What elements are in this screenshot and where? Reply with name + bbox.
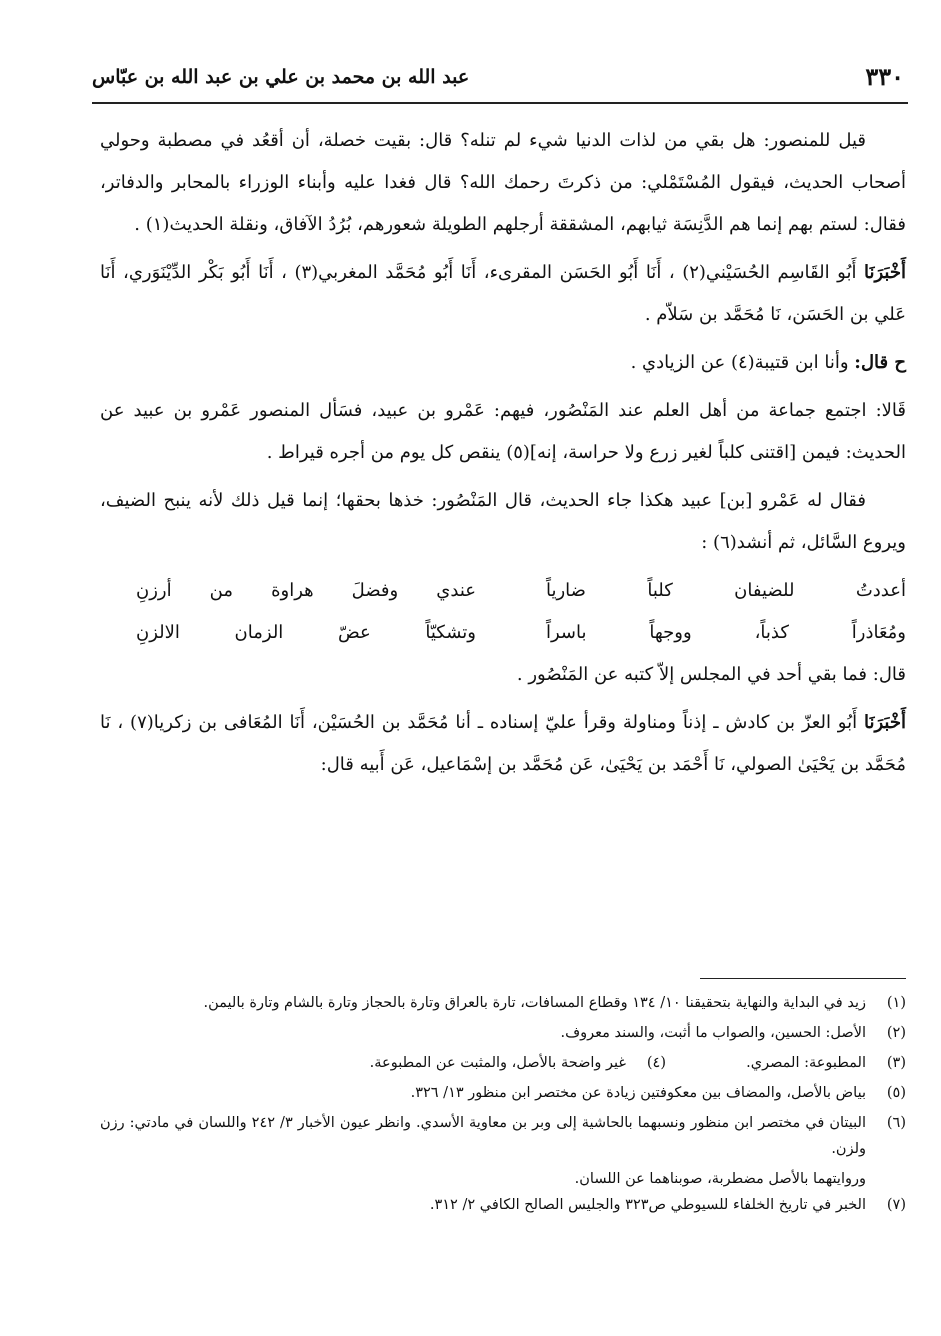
footnote	[100, 1020, 906, 1046]
footnote-text: غير واضحة بالأصل، والمثبت عن المطبوعة.	[369, 1055, 626, 1071]
paragraph: قال: فما بقي أحد في المجلس إلاّ كتبه عن المَنْصُور .	[516, 664, 906, 685]
footnote-text: البيتان في مختصر ابن منظور ونسبهما بالحاشية إلى وبر بن معاوية الأسدي. وانظر عيون الأخبار ٣/ ٢٤٢ واللسان في مادتي: رزن ولزن.	[100, 1115, 866, 1157]
page-header	[92, 52, 908, 104]
verse-second-hemistich: عندي وفضلَ هراوة من أرزنِ	[136, 580, 476, 601]
paragraph-lead: أَخْبَرَنَا	[864, 262, 906, 283]
footnote	[100, 1080, 906, 1106]
paragraph-lead: أَخْبَرَنَا	[864, 712, 906, 733]
footnote-number: (٦)	[886, 1115, 906, 1131]
footnote-text: الخبر في تاريخ الخلفاء للسيوطي ص٣٢٣ والجليس الصالح الكافي ٢/ ٣١٢.	[429, 1197, 866, 1213]
footnote-number: (٧)	[886, 1197, 906, 1213]
verse-line	[100, 612, 906, 654]
footnote-number: (١)	[886, 995, 906, 1011]
footnote-text: الأصل: الحسين، والصواب ما أثبت، والسند معروف.	[560, 1025, 866, 1041]
footnote	[100, 1050, 906, 1076]
footnote	[100, 1110, 906, 1162]
paragraph: قَالا: اجتمع جماعة من أهل العلم عند المَنْصُور، فيهم: عَمْرو بن عبيد، فسَأل المنصور عَمْرو بن عبيد عن الحديث: فيمن [اقتنى كلباً لغير زرع ولا حراسة، إنه](٥) ينقص كل يوم من أجره قيراط .	[100, 400, 906, 463]
paragraph: فقال له عَمْرو [بن] عبيد هكذا جاء الحديث، قال المَنْصُور: خذها بحقها؛ إنما قيل ذلك لأنه ينبح الضيف، ويروع السَّائل، ثم أنشد(٦) :	[100, 490, 906, 553]
footnote-continuation: وروايتهما بالأصل مضطربة، صوبناهما عن اللسان.	[574, 1171, 866, 1187]
footnotes	[100, 990, 906, 1222]
footnote-text: بياض بالأصل، والمضاف بين معكوفتين زيادة عن مختصر ابن منظور ١٣/ ٣٢٦.	[410, 1085, 866, 1101]
footnote-number: (٢)	[886, 1025, 906, 1041]
verse-first-hemistich: أعددتُ للضيفان كلباً ضارياً	[546, 580, 906, 601]
footnote-separator	[700, 978, 906, 979]
verse-first-hemistich: ومُعَاذراً كذباً، ووجهاً باسراً	[546, 622, 906, 643]
footnote-number: (٥)	[886, 1085, 906, 1101]
footnote-number: (٤)	[646, 1055, 666, 1071]
paragraph-body: أَبُو القَاسِم الحُسَيْني(٢) ، أَنَا أَبُو الحَسَن المقرىء، أَنَا أَبُو مُحَمَّد المغربي(٣) ، أَنَا أَبُو بَكْر الدِّيْنَوَري، أَنَا عَلي بن الحَسَن، نَا مُحَمَّد بن سَلاّم .	[100, 262, 906, 325]
footnote	[100, 1192, 906, 1218]
verse-line	[100, 570, 906, 612]
page-number: ٣٣٠	[865, 62, 904, 91]
paragraph-body: أَبُو العزّ بن كادش ـ إذناً ومناولة وقرأ عليّ إسناده ـ أنا مُحَمَّد بن الحُسَيْن، أَنَا المُعَافى بن زكريا(٧) ، نَا مُحَمَّد بن يَحْيَىٰ الصولي، نَا أَحْمَد بن يَحْيَىٰ، عَن مُحَمَّد بن إسْمَاعيل، عَن أَبيه قال:	[100, 712, 906, 775]
paragraph	[100, 252, 906, 336]
running-title: عبد الله بن محمد بن علي بن عبد الله بن عبّاس	[92, 66, 470, 88]
paragraph	[100, 702, 906, 786]
footnote-text: زيد في البداية والنهاية بتحقيقنا ١٠/ ١٣٤ وقطاع المسافات، تارة بالعراق وتارة بالحجاز وتارة بالشام وتارة باليمن.	[203, 995, 866, 1011]
paragraph	[100, 342, 906, 384]
main-text	[100, 120, 906, 792]
footnote-text: المطبوعة: المصري.	[746, 1055, 866, 1071]
footnote	[100, 990, 906, 1016]
paragraph-body: وأنا ابن قتيبة(٤) عن الزيادي .	[630, 352, 855, 373]
paragraph: قيل للمنصور: هل بقي من لذات الدنيا شيء لم تنله؟ قال: بقيت خصلة، أن أقعُد في مصطبة وحولي أصحاب الحديث، فيقول المُسْتَمْلي: من ذكرتَ رحمك الله؟ قال فغدا عليه وأبناء الوزراء بالمحابر والدفاتر، فقال: لستم بهم إنما هم الدَّنِسَة ثيابهم، المشققة أرجلهم الطويلة شعورهم، بُرُدُ الآفاق، ونقلة الحديث(١) .	[100, 130, 906, 235]
paragraph-lead: ح قال:	[854, 352, 906, 373]
verse-second-hemistich: وتشكيّاً عضّ الزمان الالزنِ	[136, 622, 476, 643]
footnote-number: (٣)	[886, 1055, 906, 1071]
